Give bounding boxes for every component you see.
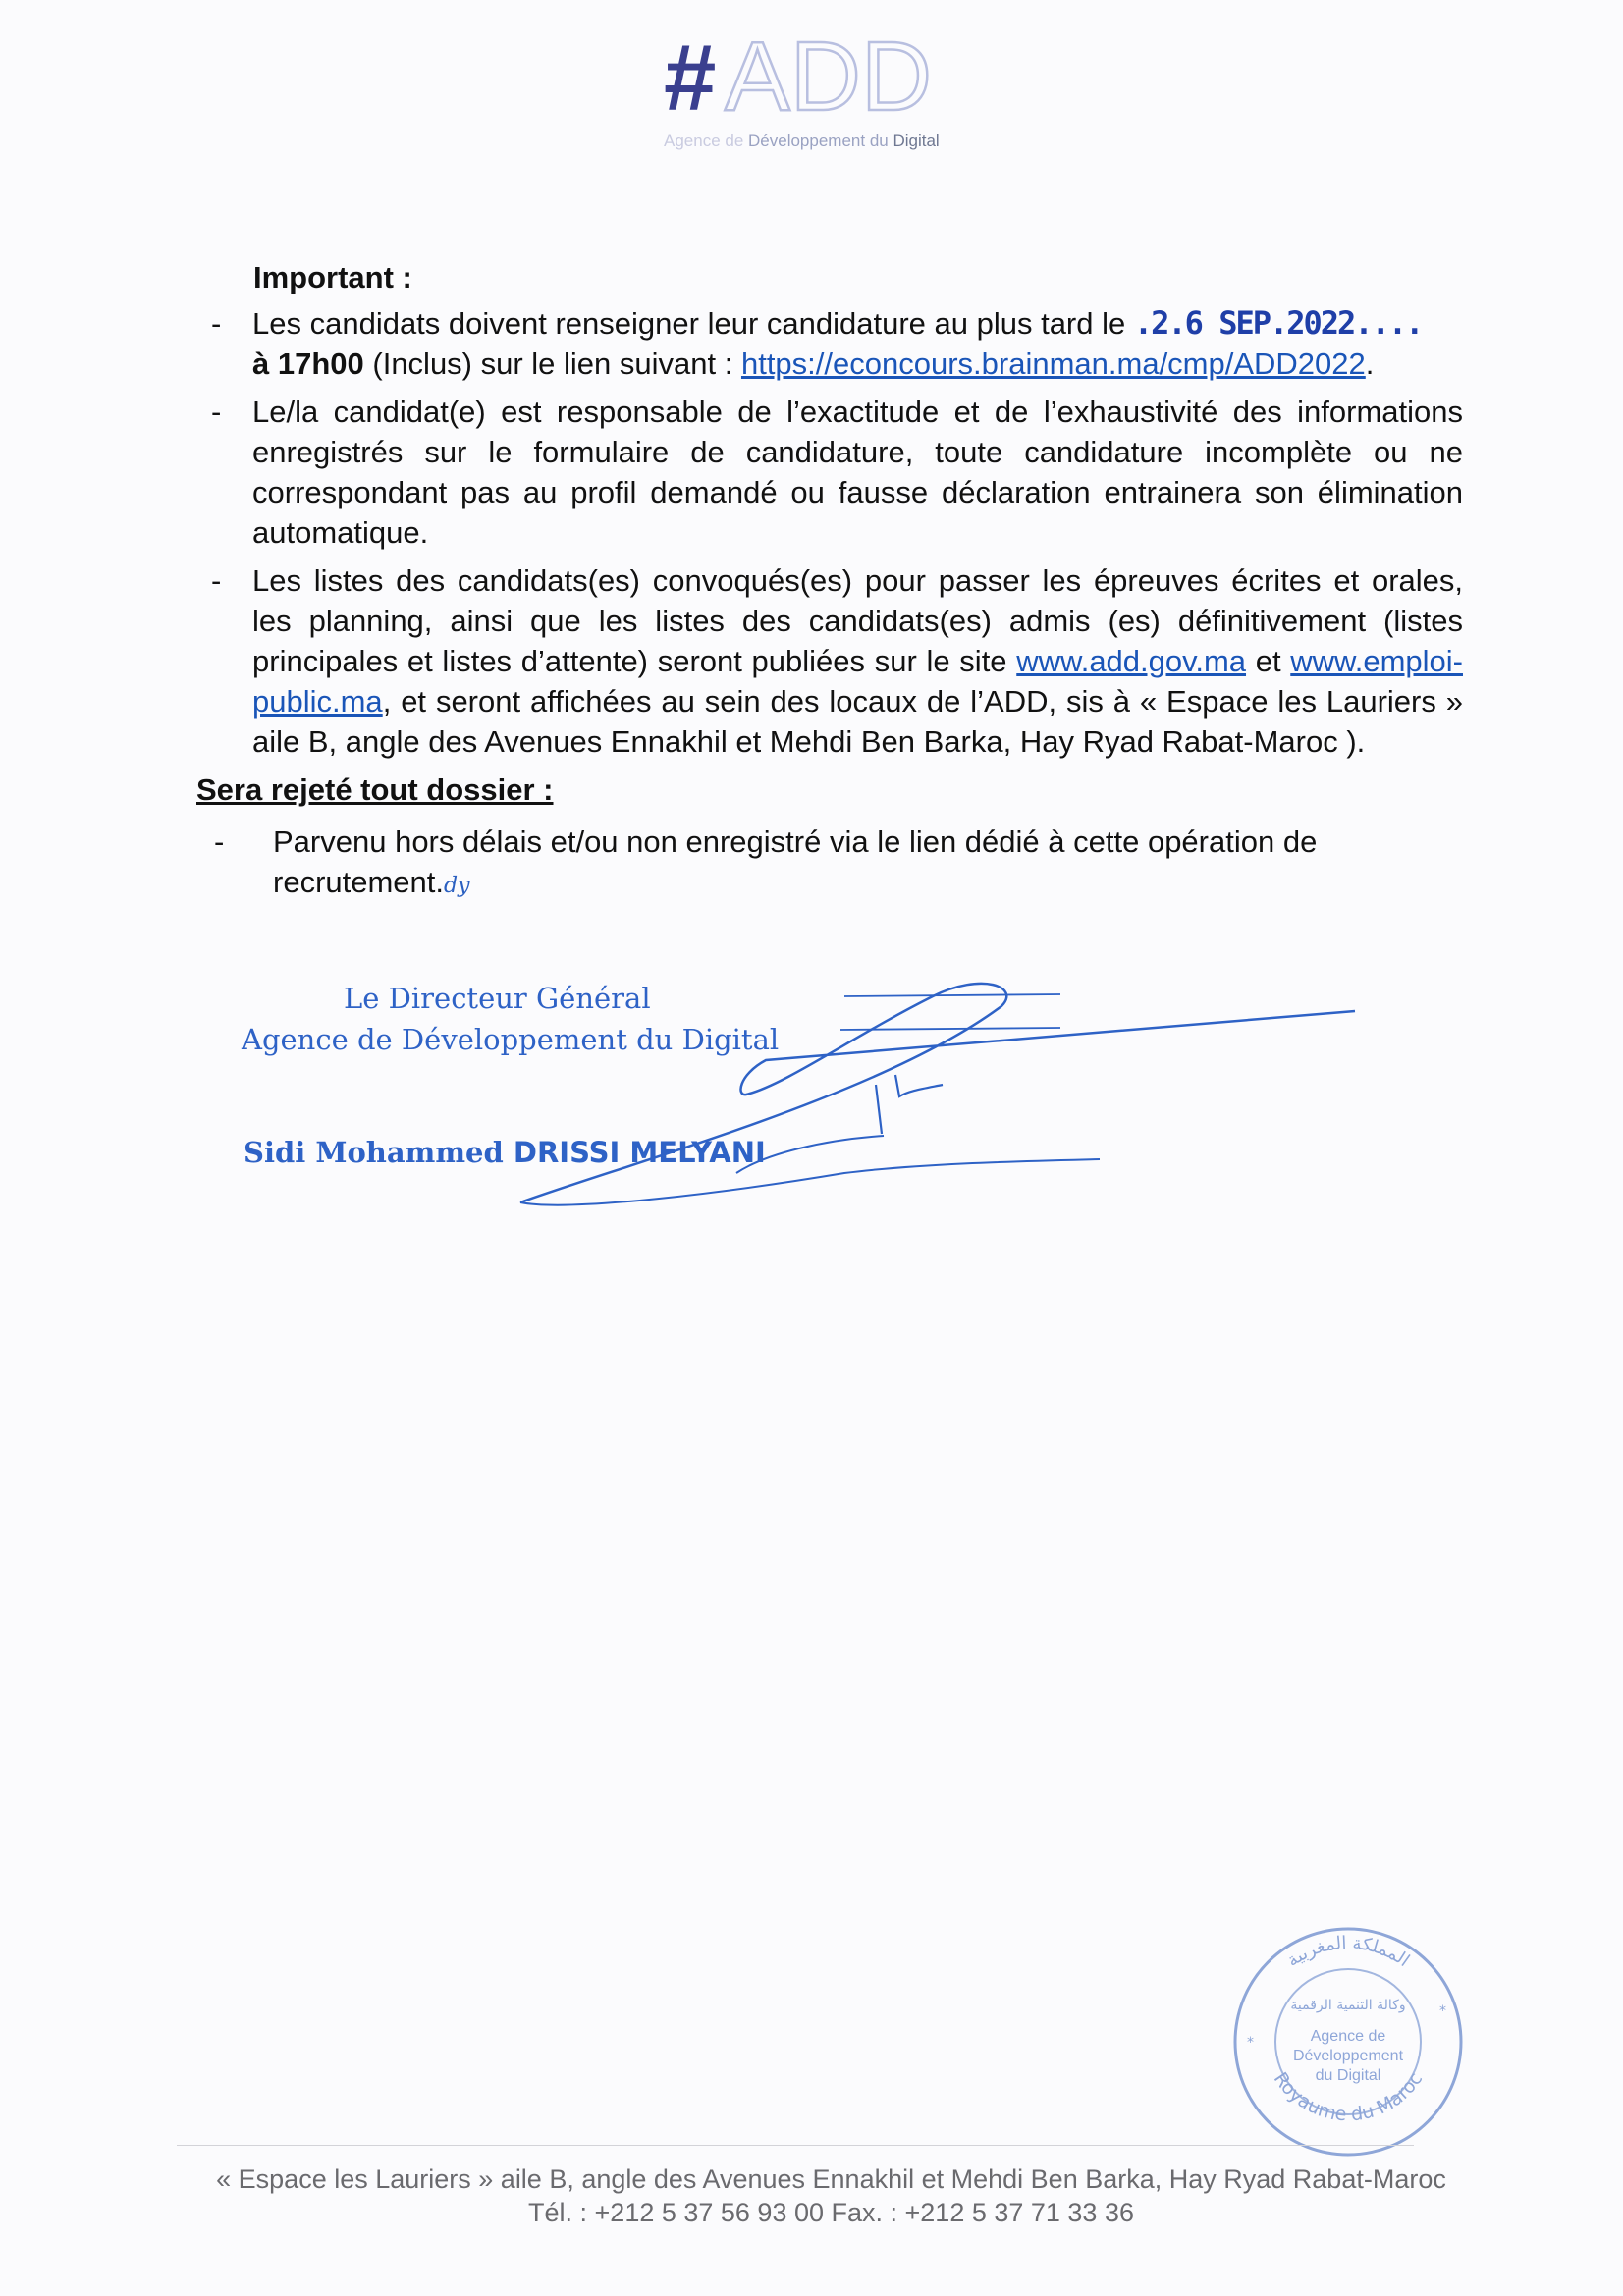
stamp-line-2: Développement xyxy=(1292,2048,1404,2064)
stamp-line-1: Agence de xyxy=(1310,2028,1386,2045)
handwritten-initials: dy xyxy=(444,874,470,898)
signatory-name xyxy=(243,1136,766,1169)
bullet-dash: - xyxy=(211,395,222,429)
lists-text-after: , et seront affichées au sein des locaux de l’ADD, sis à « Espace les Lauriers » aile B, angle des Avenues Ennakhil et Mehdi Ben Barka, Hay Ryad Rabat-Maroc ). xyxy=(252,684,1463,759)
bullet-text xyxy=(252,303,1463,384)
bullet-dash: - xyxy=(211,563,222,598)
logo-subtitle-part1: Agence de xyxy=(664,132,749,150)
stamp-ring-bottom: Royaume du Maroc xyxy=(1269,2068,1428,2126)
important-bullet-3 xyxy=(196,561,1463,762)
bullet-dash: - xyxy=(211,306,222,341)
important-heading: Important : xyxy=(253,260,412,294)
footer xyxy=(0,2163,1623,2229)
logo-subtitle-part3: Digital xyxy=(893,132,940,150)
official-stamp xyxy=(1225,1919,1471,2164)
signatory-last-name: DRISSI MELYANI xyxy=(513,1136,766,1169)
emploi-public-link[interactable]: www.emploi-public.ma xyxy=(252,644,1463,719)
stamp-line-3: du Digital xyxy=(1315,2067,1381,2084)
logo-letters: ADD xyxy=(725,29,933,128)
stamp-star-right: * xyxy=(1439,2003,1446,2019)
important-bullet-1 xyxy=(196,303,1463,384)
lists-text: Les listes des candidats(es) convoqués(es) pour passer les épreuves écrites et orales, les planning, ainsi que les listes des candidats(es) admis (es) définitivement (listes principales et listes d’attente) seront publiées sur le site xyxy=(252,563,1463,678)
add-logo-mark xyxy=(664,29,988,128)
period: . xyxy=(1365,347,1375,381)
application-link[interactable]: https://econcours.brainman.ma/cmp/ADD2022 xyxy=(740,347,1366,381)
logo-subtitle-part2: Développement du xyxy=(748,132,893,150)
bullet-text xyxy=(273,822,1463,906)
document-body xyxy=(196,257,1463,906)
signatory-first-name: Sidi Mohammed xyxy=(243,1136,514,1169)
rejection-heading: Sera rejeté tout dossier : xyxy=(196,773,554,807)
signatory-title: Le Directeur Général xyxy=(344,982,651,1015)
stamp-star-left: * xyxy=(1247,2035,1254,2051)
footer-divider xyxy=(177,2145,1414,2146)
signatory-organization: Agence de Développement du Digital xyxy=(242,1023,780,1056)
footer-address: « Espace les Lauriers » aile B, angle des Avenues Ennakhil et Mehdi Ben Barka, Hay Ryad Rabat-Maroc xyxy=(216,2164,1446,2194)
add-site-link[interactable]: www.add.gov.ma xyxy=(1016,644,1247,678)
rejection-bullet xyxy=(196,822,1463,906)
logo-hash: # xyxy=(664,29,717,128)
link-intro: (Inclus) sur le lien suivant : xyxy=(363,347,741,381)
rejection-text: Parvenu hors délais et/ou non enregistré via le lien dédié à cette opération de recrutement. xyxy=(273,825,1318,899)
stamp-ring-top: المملكة المغربية xyxy=(1282,1932,1414,1972)
header-logo xyxy=(0,0,1623,167)
handwritten-date: .2.6 SEP.2022.... xyxy=(1133,304,1423,342)
important-bullet-2 xyxy=(196,392,1463,553)
deadline-text: Les candidats doivent renseigner leur candidature au plus tard le xyxy=(252,306,1134,341)
bullet-text: Le/la candidat(e) est responsable de l’exactitude et de l’exhaustivité des informations enregistrés sur le formulaire de candidature, toute candidature incomplète ou ne correspondant pas au profil demandé ou fausse déclaration entrainera son élimination automatique. xyxy=(252,395,1463,550)
footer-contact: Tél. : +212 5 37 56 93 00 Fax. : +212 5 37 71 33 36 xyxy=(528,2198,1134,2227)
deadline-time: à 17h00 xyxy=(252,347,364,381)
bullet-text xyxy=(252,561,1463,762)
stamp-arabic: وكالة التنمية الرقمية xyxy=(1290,1998,1406,2013)
bullet-dash: - xyxy=(214,825,225,859)
logo-subtitle xyxy=(664,132,940,151)
lists-between: et xyxy=(1246,644,1291,678)
